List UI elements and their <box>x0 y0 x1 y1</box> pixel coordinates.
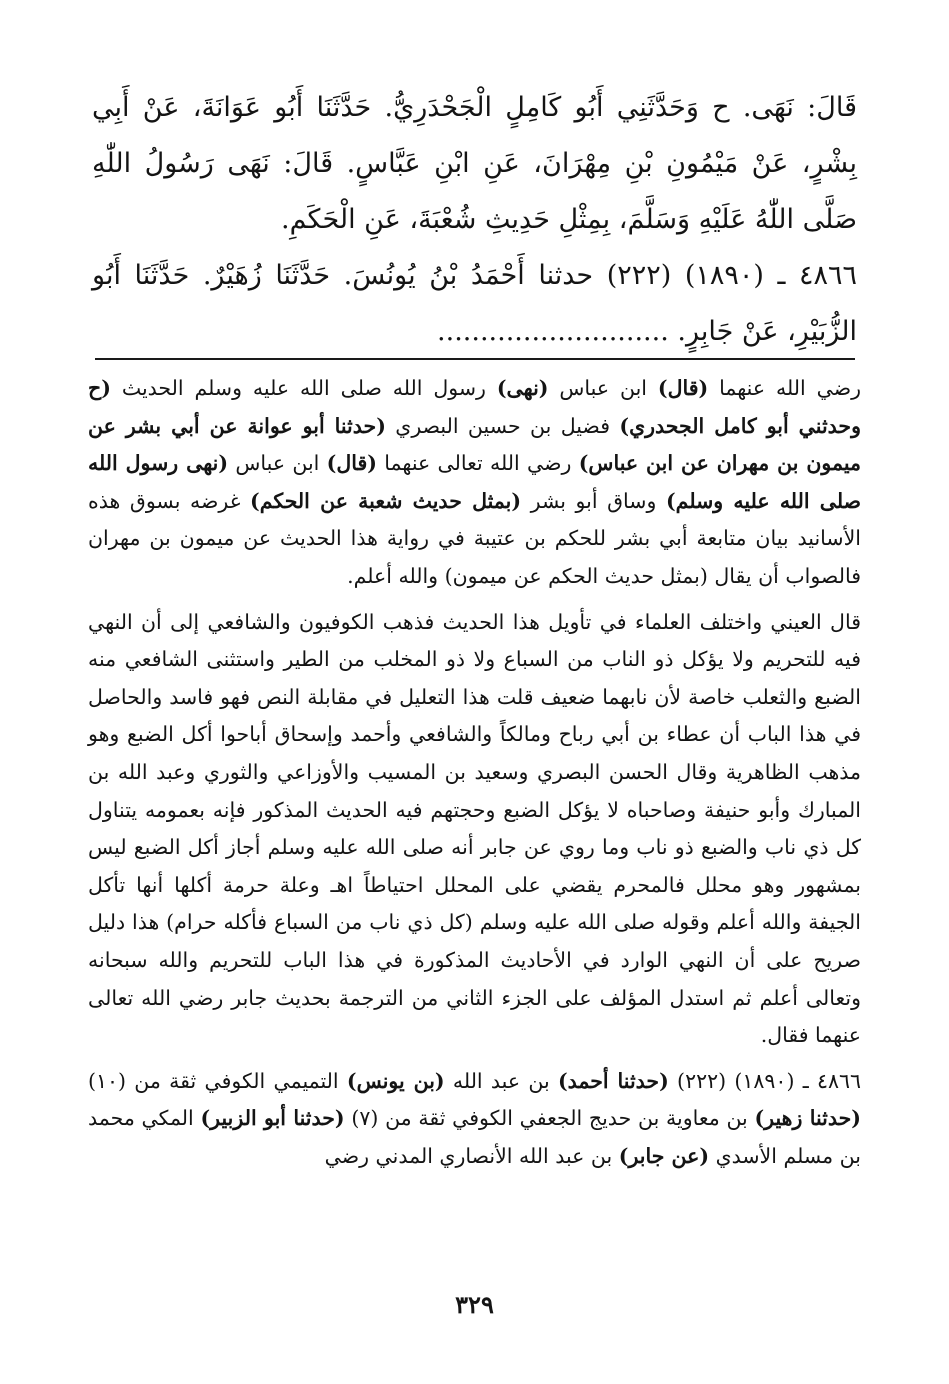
bold-quote-span: (حدثنا أحمد) <box>557 1068 669 1093</box>
bold-quote-span: (ح وحدثني أبو كامل الجحدري) <box>88 376 861 438</box>
commentary-paragraph-2: قال العيني واختلف العلماء في تأويل هذا الحديث فذهب الكوفيون والشافعي إلى أن النهي فيه للتحريم ولا يؤكل ذو الناب من السباع ولا ذو المخلب من الطير واستثنى الشافعي منه الضبع والثعلب خاصة لأن نابهما ضعيف قلت هذا التعليل في مقابلة النص فهو فاسد والحاصل في هذا الباب أن عطاء بن أبي رباح ومالكاً والشافعي وأحمد وإسحاق أباحوا أكل الضبع وهو مذهب الظاهرية وقال الحسن البصري وسعيد بن المسيب والأوزاعي والثوري وعبد الله بن المبارك وأبو حنيفة وصاحباه لا يؤكل الضبع وحجتهم فيه الحديث المذكور فإنه بعمومه يتناول كل ذي ناب والضبع ذو ناب وما روي عن جابر أنه صلى الله عليه وسلم أجاز أكل الضبع ليس بمشهور وهو محلل فالمحرم يقضي على المحلل احتياطاً اهـ وعلة حرمة أكلها أنها تأكل الجيفة والله أعلم وقوله صلى الله عليه وسلم (كل ذي ناب من السباع فأكله حرام) هذا دليل صريح على أن النهي الوارد في الأحاديث المذكورة في هذا الباب للتحريم والله سبحانه وتعالى أعلم ثم استدل المؤلف على الجزء الثاني من الترجمة بحديث جابر رضي الله تعالى عنهما فقال. <box>88 609 861 1048</box>
bold-quote-span: (حدثنا أبو الزبير) <box>200 1106 345 1131</box>
bold-quote-span: (قال) <box>657 376 709 400</box>
commentary-text-span: ابن عباس <box>228 451 327 476</box>
bold-quote-span: (حدثنا زهير) <box>754 1106 862 1131</box>
commentary-text-span: ٤٨٦٦ ـ (١٨٩٠) (٢٢٢) <box>668 1068 862 1093</box>
bold-quote-span: (نهى رسول الله صلى الله عليه وسلم) <box>88 451 862 513</box>
commentary-paragraph-1 <box>88 370 861 596</box>
page-number: ٣٢٩ <box>455 1290 494 1319</box>
bold-quote-span: (عن جابر) <box>618 1143 710 1168</box>
commentary-block <box>88 370 861 1183</box>
commentary-text-span: بن عبد الله الأنصاري المدني رضي <box>324 1143 619 1168</box>
bold-quote-span: (حدثنا أبو عوانة عن أبي بشر عن ميمون بن مهران عن ابن عباس) <box>88 413 862 476</box>
commentary-text-span: بن معاوية بن حديج الجعفي الكوفي ثقة من (٧) <box>344 1106 755 1131</box>
bold-quote-span: (بمثل حديث شعبة عن الحكم) <box>250 488 522 513</box>
bold-quote-span: (نهى) <box>496 376 549 400</box>
hadith-text-block <box>92 80 857 360</box>
commentary-text-span: رسول الله صلى الله عليه وسلم الحديث <box>110 376 497 400</box>
commentary-text-span: بن عبد الله <box>444 1068 558 1093</box>
commentary-text-span: التميمي الكوفي ثقة من (١٠) <box>88 1068 347 1093</box>
commentary-text-span: ابن عباس <box>548 376 658 400</box>
commentary-text-span: رضي الله تعالى عنهما <box>377 451 579 476</box>
hadith-paragraph-isnad: ٤٨٦٦ ـ (١٨٩٠) (٢٢٢) حدثنا أَحْمَدُ بْنُ يُونُسَ. حَدَّثَنَا زُهَيْرٌ. حَدَّثَنَا أَبُو الزُّبَيْرِ، عَنْ جَابِرٍ. ........................... <box>92 260 858 347</box>
commentary-text-span: فضيل بن حسين البصري <box>385 413 620 438</box>
hadith-paragraph: قَالَ: نَهَى. ح وَحَدَّثَنِي أَبُو كَامِلٍ الْجَحْدَرِيُّ. حَدَّثَنَا أَبُو عَوَانَةَ، عَنْ أَبِي بِشْرٍ، عَنْ مَيْمُونِ بْنِ مِهْرَانَ، عَنِ ابْنِ عَبَّاسٍ. قَالَ: نَهَى رَسُولُ اللّٰهِ صَلَّى اللّٰهُ عَلَيْهِ وَسَلَّمَ، بِمِثْلِ حَدِيثِ شُعْبَةَ، عَنِ الْحَكَمِ. <box>92 92 857 235</box>
commentary-paragraph-3 <box>88 1063 861 1176</box>
commentary-text-span: المكي محمد بن مسلم الأسدي <box>88 1106 861 1168</box>
commentary-text-span: وساق أبو بشر <box>521 488 666 513</box>
commentary-text-span: رضي الله عنهما <box>708 376 861 400</box>
bold-quote-span: (قال) <box>326 451 377 476</box>
bold-quote-span: (بن يونس) <box>346 1068 445 1093</box>
footnote-divider <box>95 358 855 360</box>
commentary-text-span: غرضه بسوق هذه الأسانيد بيان متابعة أبي بشر للحكم بن عتيبة في رواية هذا الحديث عن ميمون بن مهران فالصواب أن يقال (بمثل حديث الحكم عن ميمون) والله أعلم. <box>88 488 861 588</box>
